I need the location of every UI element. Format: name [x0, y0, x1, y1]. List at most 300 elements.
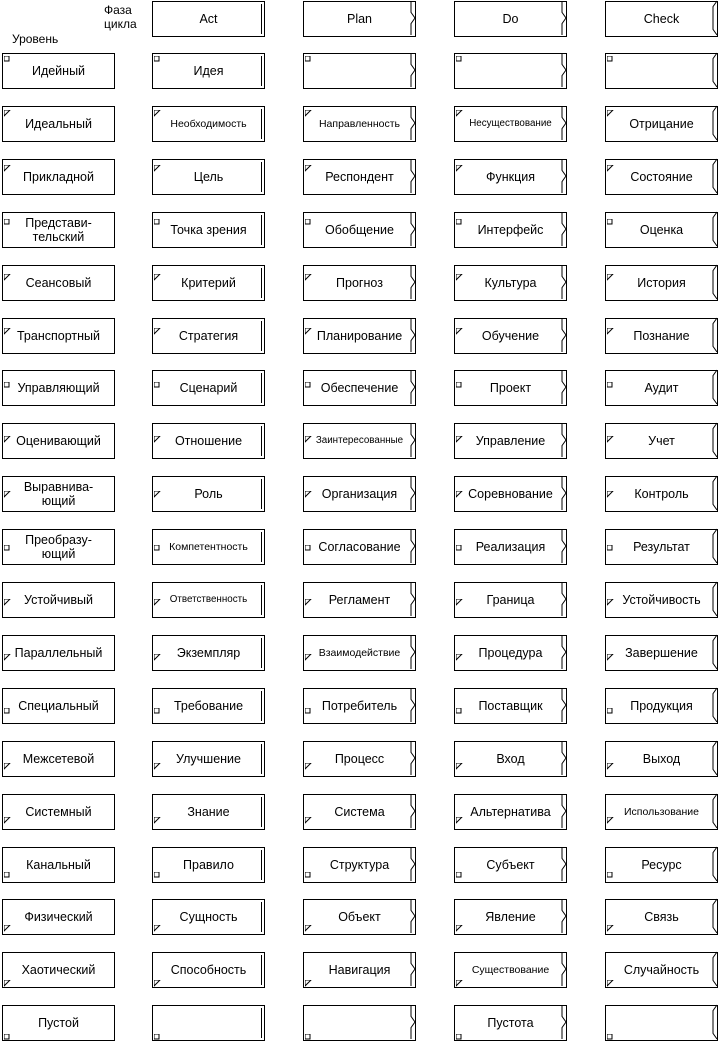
- level-cell: [2, 476, 115, 512]
- concept-label: Респондент: [325, 170, 394, 184]
- cell-edge-shape: [402, 265, 416, 299]
- concept-cell: [152, 741, 265, 777]
- level-cell: [2, 53, 115, 89]
- cell-edge-shape: [553, 212, 567, 246]
- cell-edge-shape: [704, 212, 718, 246]
- concept-label: Экземпляр: [176, 646, 241, 660]
- corner-marker-icon: [305, 382, 312, 389]
- level-label: Выравнива- ющий: [23, 480, 94, 508]
- corner-marker-icon: [4, 56, 11, 63]
- corner-marker-icon: [305, 436, 312, 443]
- cell-edge-shape: [553, 106, 567, 140]
- concept-label: Критерий: [181, 276, 236, 290]
- level-label: Прикладной: [23, 170, 94, 184]
- corner-marker-icon: [305, 328, 312, 335]
- concept-cell: [454, 476, 567, 512]
- cell-edge-shape: [553, 159, 567, 193]
- cell-edge-shape: [402, 423, 416, 457]
- concept-label: Продукция: [630, 699, 693, 713]
- corner-marker-icon: [456, 328, 463, 335]
- concept-label: Вход: [496, 752, 525, 766]
- level-label: Транспортный: [17, 329, 100, 343]
- corner-marker-icon: [305, 165, 312, 172]
- concept-label: Учет: [648, 434, 675, 448]
- concept-label: Выход: [642, 752, 681, 766]
- concept-cell: [152, 529, 265, 565]
- cell-edge-shape: [704, 794, 718, 828]
- concept-cell: [605, 318, 718, 354]
- cell-edge-shape: [402, 847, 416, 881]
- concept-label: Стратегия: [178, 329, 239, 343]
- cell-edge-shape: [704, 688, 718, 722]
- phase-header-label: Do: [502, 12, 519, 26]
- corner-marker-icon: [154, 274, 161, 281]
- corner-marker-icon: [154, 382, 161, 389]
- concept-cell: [152, 318, 265, 354]
- corner-marker-icon: [305, 980, 312, 987]
- cell-edge-shape: [553, 899, 567, 933]
- concept-cell: [454, 1005, 567, 1041]
- corner-marker-icon: [456, 56, 463, 63]
- concept-cell: [303, 794, 416, 830]
- concept-cell: [454, 688, 567, 724]
- concept-cell: [152, 1005, 265, 1041]
- corner-marker-icon: [456, 165, 463, 172]
- level-cell: [2, 318, 115, 354]
- concept-label: Состояние: [630, 170, 693, 184]
- corner-marker-icon: [154, 1034, 161, 1041]
- concept-cell: [454, 106, 567, 142]
- concept-cell: [605, 847, 718, 883]
- concept-cell: [303, 265, 416, 301]
- corner-marker-icon: [607, 328, 614, 335]
- concept-cell: [152, 106, 265, 142]
- level-label: Хаотический: [21, 963, 96, 977]
- corner-marker-icon: [456, 219, 463, 226]
- concept-label: Сущность: [179, 910, 238, 924]
- concept-label: Объект: [338, 910, 381, 924]
- cell-edge-shape: [704, 1005, 718, 1039]
- concept-label: Несуществование: [469, 118, 552, 129]
- corner-marker-icon: [607, 110, 614, 117]
- corner-marker-icon: [4, 110, 11, 117]
- level-label: Идейный: [31, 64, 86, 78]
- level-cell: [2, 688, 115, 724]
- cell-edge-shape: [553, 794, 567, 828]
- level-cell: [2, 212, 115, 248]
- concept-cell: [303, 847, 416, 883]
- concept-cell: [152, 265, 265, 301]
- concept-cell: [454, 741, 567, 777]
- concept-cell: [152, 582, 265, 618]
- level-cell: [2, 952, 115, 988]
- concept-label: Структура: [329, 858, 390, 872]
- cell-edge-shape: [402, 159, 416, 193]
- corner-marker-icon: [4, 708, 11, 715]
- corner-marker-icon: [4, 545, 11, 552]
- concept-label: Организация: [321, 487, 398, 501]
- corner-marker-icon: [154, 925, 161, 932]
- corner-marker-icon: [4, 165, 11, 172]
- concept-cell: [605, 688, 718, 724]
- concept-label: Аудит: [644, 381, 679, 395]
- level-cell: [2, 159, 115, 195]
- corner-marker-icon: [154, 110, 161, 117]
- corner-marker-icon: [607, 654, 614, 661]
- corner-marker-icon: [4, 925, 11, 932]
- corner-marker-icon: [154, 872, 161, 879]
- concept-label: Явление: [485, 910, 536, 924]
- concept-label: Познание: [633, 329, 690, 343]
- concept-label: Процедура: [478, 646, 543, 660]
- corner-marker-icon: [4, 274, 11, 281]
- concept-label: Оценка: [639, 223, 684, 237]
- concept-cell: [454, 794, 567, 830]
- concept-label: Устойчивость: [622, 593, 701, 607]
- concept-cell: [152, 794, 265, 830]
- cell-edge-shape: [704, 582, 718, 616]
- concept-label: История: [637, 276, 686, 290]
- corner-marker-icon: [305, 491, 312, 498]
- concept-cell: [454, 423, 567, 459]
- corner-marker-icon: [607, 491, 614, 498]
- corner-marker-icon: [607, 708, 614, 715]
- concept-label: Правило: [183, 858, 234, 872]
- phase-axis-label: Фаза цикла: [104, 3, 137, 31]
- concept-cell: [454, 318, 567, 354]
- concept-cell: [303, 106, 416, 142]
- concept-label: Пустота: [487, 1016, 534, 1030]
- concept-cell: [454, 53, 567, 89]
- corner-marker-icon: [456, 382, 463, 389]
- corner-marker-icon: [4, 382, 11, 389]
- corner-marker-icon: [154, 165, 161, 172]
- concept-label: Система: [334, 805, 385, 819]
- corner-marker-icon: [607, 382, 614, 389]
- concept-cell: [303, 318, 416, 354]
- corner-marker-icon: [456, 274, 463, 281]
- cell-edge-shape: [553, 635, 567, 669]
- level-cell: [2, 582, 115, 618]
- concept-label: Цель: [193, 170, 224, 184]
- concept-cell: [152, 212, 265, 248]
- level-cell: [2, 423, 115, 459]
- cell-edge-shape: [553, 847, 567, 881]
- cell-edge-shape: [553, 582, 567, 616]
- concept-label: Проект: [489, 381, 532, 395]
- corner-marker-icon: [305, 599, 312, 606]
- cell-edge-shape: [704, 847, 718, 881]
- corner-marker-icon: [456, 817, 463, 824]
- corner-marker-icon: [305, 872, 312, 879]
- corner-marker-icon: [305, 545, 312, 552]
- concept-label: Субъект: [486, 858, 535, 872]
- level-label: Управляющий: [17, 381, 100, 395]
- cell-edge-shape: [402, 794, 416, 828]
- level-cell: [2, 265, 115, 301]
- concept-cell: [605, 635, 718, 671]
- concept-label: Ресурс: [641, 858, 682, 872]
- corner-marker-icon: [456, 545, 463, 552]
- concept-cell: [152, 370, 265, 406]
- level-cell: [2, 529, 115, 565]
- concept-label: Контроль: [634, 487, 689, 501]
- concept-cell: [303, 582, 416, 618]
- concept-label: Интерфейс: [477, 223, 544, 237]
- concept-cell: [605, 952, 718, 988]
- concept-cell: [454, 370, 567, 406]
- cell-edge-shape: [402, 529, 416, 563]
- corner-marker-icon: [456, 708, 463, 715]
- cell-edge-shape: [402, 741, 416, 775]
- corner-marker-icon: [607, 165, 614, 172]
- concept-label: Потребитель: [321, 699, 398, 713]
- concept-cell: [454, 212, 567, 248]
- corner-marker-icon: [607, 56, 614, 63]
- concept-cell: [605, 1005, 718, 1041]
- level-label: Физический: [24, 910, 93, 924]
- corner-marker-icon: [607, 436, 614, 443]
- concept-cell: [605, 53, 718, 89]
- phase-header-label: Plan: [346, 12, 373, 26]
- cell-edge-shape: [704, 952, 718, 986]
- concept-label: Управление: [475, 434, 546, 448]
- concept-cell: [605, 212, 718, 248]
- concept-label: Существование: [471, 964, 550, 976]
- concept-cell: [605, 741, 718, 777]
- concept-label: Заинтересованные: [315, 435, 404, 446]
- corner-marker-icon: [4, 654, 11, 661]
- concept-cell: [605, 423, 718, 459]
- corner-marker-icon: [305, 1034, 312, 1041]
- concept-label: Реализация: [475, 540, 546, 554]
- level-label: Межсетевой: [22, 752, 95, 766]
- cell-edge-shape: [553, 741, 567, 775]
- cell-edge-shape: [704, 529, 718, 563]
- concept-cell: [152, 847, 265, 883]
- corner-marker-icon: [607, 1034, 614, 1041]
- level-label: Специальный: [18, 699, 99, 713]
- cell-edge-shape: [402, 635, 416, 669]
- concept-label: Альтернатива: [470, 805, 551, 819]
- concept-cell: [454, 952, 567, 988]
- cell-edge-shape: [704, 899, 718, 933]
- corner-marker-icon: [154, 436, 161, 443]
- concept-label: Поставщик: [478, 699, 543, 713]
- cell-edge-shape: [402, 899, 416, 933]
- corner-marker-icon: [607, 817, 614, 824]
- corner-marker-icon: [154, 545, 161, 552]
- concept-label: Точка зрения: [170, 223, 247, 237]
- concept-cell: [454, 635, 567, 671]
- corner-marker-icon: [4, 436, 11, 443]
- cell-edge-shape: [704, 106, 718, 140]
- corner-marker-icon: [456, 110, 463, 117]
- cell-edge-shape: [553, 423, 567, 457]
- concept-label: Связь: [644, 910, 679, 924]
- concept-label: Согласование: [318, 540, 401, 554]
- corner-marker-icon: [4, 599, 11, 606]
- corner-marker-icon: [154, 328, 161, 335]
- concept-cell: [454, 899, 567, 935]
- level-cell: [2, 899, 115, 935]
- cell-edge-shape: [704, 741, 718, 775]
- corner-marker-icon: [154, 708, 161, 715]
- concept-cell: [303, 370, 416, 406]
- cell-edge-shape: [402, 370, 416, 404]
- concept-label: Процесс: [334, 752, 385, 766]
- cell-edge-shape: [402, 53, 416, 87]
- cell-edge-shape: [553, 529, 567, 563]
- concept-label: Отношение: [174, 434, 243, 448]
- corner-marker-icon: [607, 872, 614, 879]
- cell-edge-shape: [704, 318, 718, 352]
- concept-label: Идея: [193, 64, 224, 78]
- concept-cell: [303, 899, 416, 935]
- cell-edge-shape: [553, 53, 567, 87]
- concept-cell: [303, 423, 416, 459]
- corner-marker-icon: [154, 491, 161, 498]
- concept-cell: [605, 582, 718, 618]
- corner-marker-icon: [4, 817, 11, 824]
- cell-edge-shape: [704, 265, 718, 299]
- phase-header-label: Check: [643, 12, 680, 26]
- corner-marker-icon: [4, 491, 11, 498]
- concept-cell: [303, 212, 416, 248]
- concept-label: Результат: [633, 540, 690, 554]
- corner-marker-icon: [305, 817, 312, 824]
- corner-marker-icon: [456, 436, 463, 443]
- cell-edge-shape: [704, 476, 718, 510]
- cell-edge-shape: [553, 370, 567, 404]
- cell-edge-shape: [704, 159, 718, 193]
- cell-edge-shape: [553, 688, 567, 722]
- concept-cell: [605, 529, 718, 565]
- corner-marker-icon: [4, 872, 11, 879]
- corner-marker-icon: [607, 599, 614, 606]
- concept-cell: [152, 688, 265, 724]
- concept-label: Регламент: [328, 593, 391, 607]
- concept-label: Функция: [485, 170, 536, 184]
- concept-label: Культура: [484, 276, 537, 290]
- corner-marker-icon: [456, 654, 463, 661]
- corner-marker-icon: [607, 545, 614, 552]
- cell-edge-shape: [553, 476, 567, 510]
- corner-marker-icon: [4, 980, 11, 987]
- cell-edge-shape: [704, 370, 718, 404]
- concept-cell: [605, 265, 718, 301]
- level-label: Сеансовый: [25, 276, 92, 290]
- corner-marker-icon: [607, 925, 614, 932]
- cell-edge-shape: [402, 582, 416, 616]
- cell-edge-shape: [553, 1005, 567, 1039]
- cell-edge-shape: [402, 952, 416, 986]
- concept-label: Обучение: [481, 329, 540, 343]
- concept-cell: [454, 582, 567, 618]
- corner-marker-icon: [305, 219, 312, 226]
- cell-edge-shape: [553, 952, 567, 986]
- level-label: Системный: [25, 805, 92, 819]
- concept-label: Требование: [173, 699, 244, 713]
- level-cell: [2, 106, 115, 142]
- level-cell: [2, 635, 115, 671]
- concept-cell: [303, 476, 416, 512]
- cell-edge-shape: [704, 53, 718, 87]
- corner-marker-icon: [154, 219, 161, 226]
- concept-cell: [152, 476, 265, 512]
- level-label: Параллельный: [14, 646, 103, 660]
- corner-marker-icon: [456, 872, 463, 879]
- corner-marker-icon: [305, 708, 312, 715]
- concept-label: Случайность: [623, 963, 700, 977]
- level-cell: [2, 794, 115, 830]
- level-label: Канальный: [26, 858, 91, 872]
- cell-edge-shape: [553, 318, 567, 352]
- corner-marker-icon: [456, 980, 463, 987]
- concept-cell: [605, 370, 718, 406]
- concept-label: Соревнование: [468, 487, 553, 501]
- cell-edge-shape: [402, 688, 416, 722]
- phase-header-check: [605, 1, 718, 37]
- concept-cell: [454, 847, 567, 883]
- corner-marker-icon: [154, 599, 161, 606]
- concept-label: Способность: [170, 963, 247, 977]
- level-label: Представи- тельский: [25, 216, 92, 244]
- concept-cell: [605, 159, 718, 195]
- corner-marker-icon: [4, 328, 11, 335]
- concept-cell: [454, 265, 567, 301]
- corner-marker-icon: [4, 763, 11, 770]
- phase-header-label: Act: [199, 12, 218, 26]
- concept-label: Отрицание: [629, 117, 694, 131]
- concept-label: Граница: [486, 593, 535, 607]
- corner-marker-icon: [456, 599, 463, 606]
- corner-marker-icon: [154, 654, 161, 661]
- cell-edge-shape: [553, 1, 567, 35]
- concept-label: Планирование: [316, 329, 403, 343]
- concept-label: Завершение: [625, 646, 698, 660]
- concept-cell: [152, 159, 265, 195]
- phase-header-act: [152, 1, 265, 37]
- concept-cell: [303, 952, 416, 988]
- cell-edge-shape: [402, 318, 416, 352]
- concept-cell: [152, 899, 265, 935]
- concept-cell: [303, 529, 416, 565]
- concept-cell: [605, 476, 718, 512]
- cell-edge-shape: [402, 1005, 416, 1039]
- concept-label: Использование: [623, 806, 700, 818]
- corner-marker-icon: [456, 491, 463, 498]
- concept-label: Направленность: [318, 118, 401, 130]
- corner-marker-icon: [154, 763, 161, 770]
- concept-label: Компетентность: [169, 541, 248, 553]
- concept-cell: [454, 159, 567, 195]
- phase-header-plan: [303, 1, 416, 37]
- corner-marker-icon: [607, 980, 614, 987]
- concept-label: Навигация: [328, 963, 391, 977]
- concept-cell: [303, 159, 416, 195]
- corner-marker-icon: [607, 763, 614, 770]
- corner-marker-icon: [154, 817, 161, 824]
- concept-label: Сценарий: [179, 381, 238, 395]
- concept-label: Ответственность: [169, 594, 248, 605]
- corner-marker-icon: [305, 56, 312, 63]
- level-label: Идеальный: [25, 117, 92, 131]
- concept-label: Роль: [194, 487, 223, 501]
- cell-edge-shape: [402, 106, 416, 140]
- corner-marker-icon: [305, 110, 312, 117]
- cell-edge-shape: [704, 1, 718, 35]
